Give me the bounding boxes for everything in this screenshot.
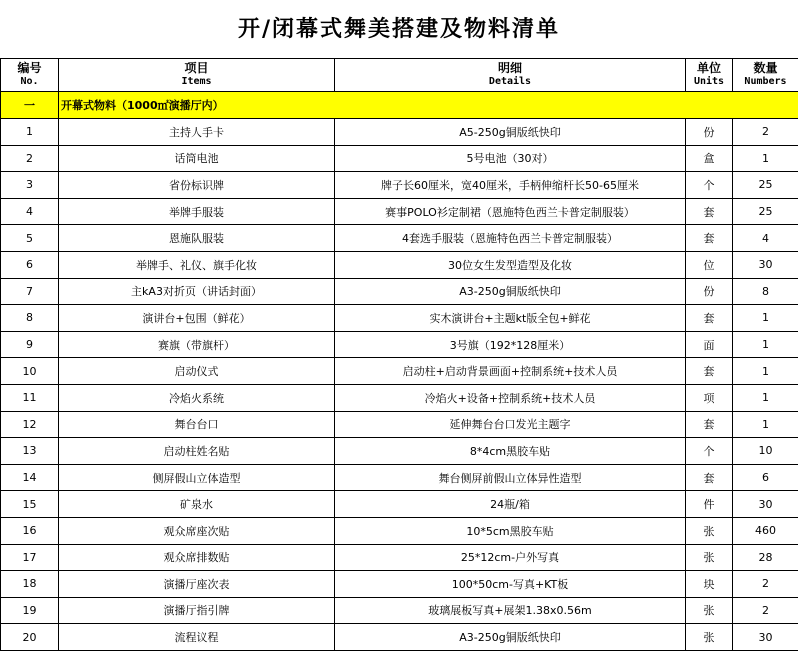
cell-detail: A5-250g铜版纸快印 — [335, 119, 686, 146]
table-row — [1, 384, 798, 411]
cell-unit: 张 — [686, 624, 733, 651]
table-row — [1, 198, 798, 225]
cell-unit: 套 — [686, 411, 733, 438]
materials-table — [0, 58, 798, 651]
cell-unit: 套 — [686, 198, 733, 225]
cell-item: 恩施队服装 — [59, 225, 335, 252]
table-row — [1, 145, 798, 172]
cell-no: 6 — [1, 251, 59, 278]
cell-item: 演播厅指引牌 — [59, 597, 335, 624]
cell-no: 4 — [1, 198, 59, 225]
cell-no: 17 — [1, 544, 59, 571]
cell-detail: 3号旗（192*128厘米） — [335, 331, 686, 358]
cell-item: 演讲台+包围（鲜花） — [59, 305, 335, 332]
cell-unit: 套 — [686, 464, 733, 491]
cell-qty: 1 — [733, 384, 798, 411]
cell-item: 省份标识牌 — [59, 172, 335, 199]
cell-unit: 份 — [686, 119, 733, 146]
section-row — [1, 92, 798, 119]
cell-qty: 30 — [733, 491, 798, 518]
table-row — [1, 358, 798, 385]
table-row — [1, 172, 798, 199]
cell-detail: 玻璃展板写真+展架1.38x0.56m — [335, 597, 686, 624]
table-row — [1, 464, 798, 491]
cell-no: 10 — [1, 358, 59, 385]
section-index: 一 — [1, 92, 59, 119]
cell-qty: 10 — [733, 438, 798, 465]
cell-item: 举牌手服装 — [59, 198, 335, 225]
cell-unit: 套 — [686, 225, 733, 252]
cell-unit: 套 — [686, 358, 733, 385]
cell-detail: A3-250g铜版纸快印 — [335, 624, 686, 651]
cell-qty: 4 — [733, 225, 798, 252]
cell-unit: 张 — [686, 544, 733, 571]
cell-item: 观众席排数贴 — [59, 544, 335, 571]
cell-qty: 30 — [733, 624, 798, 651]
cell-unit: 张 — [686, 597, 733, 624]
cell-unit: 个 — [686, 172, 733, 199]
cell-detail: 10*5cm黑胶车贴 — [335, 517, 686, 544]
table-row — [1, 517, 798, 544]
cell-no: 11 — [1, 384, 59, 411]
cell-qty: 28 — [733, 544, 798, 571]
header-items: 项目 Items — [59, 59, 335, 92]
header-units: 单位 Units — [686, 59, 733, 92]
table-row — [1, 305, 798, 332]
cell-no: 3 — [1, 172, 59, 199]
cell-item: 举牌手、礼仪、旗手化妆 — [59, 251, 335, 278]
cell-qty: 2 — [733, 119, 798, 146]
cell-no: 7 — [1, 278, 59, 305]
cell-item: 矿泉水 — [59, 491, 335, 518]
table-row — [1, 544, 798, 571]
header-details: 明细 Details — [335, 59, 686, 92]
cell-no: 20 — [1, 624, 59, 651]
header-numbers: 数量 Numbers — [733, 59, 798, 92]
cell-qty: 1 — [733, 305, 798, 332]
cell-no: 13 — [1, 438, 59, 465]
cell-unit: 盒 — [686, 145, 733, 172]
cell-item: 话筒电池 — [59, 145, 335, 172]
cell-no: 1 — [1, 119, 59, 146]
cell-unit: 面 — [686, 331, 733, 358]
cell-detail: 30位女生发型造型及化妆 — [335, 251, 686, 278]
cell-detail: A3-250g铜版纸快印 — [335, 278, 686, 305]
cell-qty: 1 — [733, 331, 798, 358]
cell-no: 16 — [1, 517, 59, 544]
cell-detail: 冷焰火+设备+控制系统+技术人员 — [335, 384, 686, 411]
cell-item: 主kA3对折页（讲话封面） — [59, 278, 335, 305]
cell-no: 12 — [1, 411, 59, 438]
cell-qty: 6 — [733, 464, 798, 491]
cell-detail: 5号电池（30对） — [335, 145, 686, 172]
section-title: 开幕式物料（1000㎡演播厅内） — [59, 92, 798, 119]
cell-detail: 25*12cm-户外写真 — [335, 544, 686, 571]
cell-qty: 460 — [733, 517, 798, 544]
cell-qty: 2 — [733, 597, 798, 624]
table-row — [1, 624, 798, 651]
table-row — [1, 491, 798, 518]
table-row — [1, 411, 798, 438]
header-no: 编号 No. — [1, 59, 59, 92]
cell-no: 19 — [1, 597, 59, 624]
table-row — [1, 438, 798, 465]
cell-no: 8 — [1, 305, 59, 332]
cell-item: 主持人手卡 — [59, 119, 335, 146]
cell-no: 15 — [1, 491, 59, 518]
cell-detail: 8*4cm黑胶车贴 — [335, 438, 686, 465]
cell-unit: 块 — [686, 571, 733, 598]
cell-unit: 张 — [686, 517, 733, 544]
cell-unit: 份 — [686, 278, 733, 305]
cell-detail: 启动柱+启动背景画面+控制系统+技术人员 — [335, 358, 686, 385]
cell-qty: 1 — [733, 145, 798, 172]
cell-detail: 舞台侧屏前假山立体异性造型 — [335, 464, 686, 491]
cell-no: 14 — [1, 464, 59, 491]
cell-item: 演播厅座次表 — [59, 571, 335, 598]
cell-detail: 100*50cm-写真+KT板 — [335, 571, 686, 598]
cell-qty: 30 — [733, 251, 798, 278]
table-row — [1, 571, 798, 598]
table-header-row — [1, 59, 798, 92]
cell-unit: 套 — [686, 305, 733, 332]
cell-unit: 件 — [686, 491, 733, 518]
cell-item: 启动柱姓名贴 — [59, 438, 335, 465]
cell-unit: 项 — [686, 384, 733, 411]
cell-qty: 8 — [733, 278, 798, 305]
cell-item: 冷焰火系统 — [59, 384, 335, 411]
cell-detail: 4套选手服装（恩施特色西兰卡普定制服装） — [335, 225, 686, 252]
cell-qty: 25 — [733, 172, 798, 199]
table-row — [1, 278, 798, 305]
cell-detail: 赛事POLO衫定制裙（恩施特色西兰卡普定制服装） — [335, 198, 686, 225]
cell-item: 侧屏假山立体造型 — [59, 464, 335, 491]
cell-detail: 实木演讲台+主题kt版全包+鲜花 — [335, 305, 686, 332]
cell-item: 启动仪式 — [59, 358, 335, 385]
table-row — [1, 331, 798, 358]
cell-qty: 1 — [733, 358, 798, 385]
cell-no: 2 — [1, 145, 59, 172]
cell-detail: 24瓶/箱 — [335, 491, 686, 518]
cell-detail: 延伸舞台台口发光主题字 — [335, 411, 686, 438]
cell-unit: 个 — [686, 438, 733, 465]
page-title: 开/闭幕式舞美搭建及物料清单 — [237, 16, 561, 42]
cell-no: 5 — [1, 225, 59, 252]
cell-item: 赛旗（带旗杆） — [59, 331, 335, 358]
cell-item: 流程议程 — [59, 624, 335, 651]
table-row — [1, 597, 798, 624]
table-row — [1, 225, 798, 252]
cell-qty: 25 — [733, 198, 798, 225]
cell-detail: 牌子长60厘米，宽40厘米，手柄伸缩杆长50-65厘米 — [335, 172, 686, 199]
cell-item: 观众席座次贴 — [59, 517, 335, 544]
cell-unit: 位 — [686, 251, 733, 278]
table-row — [1, 119, 798, 146]
cell-no: 9 — [1, 331, 59, 358]
cell-item: 舞台台口 — [59, 411, 335, 438]
cell-qty: 1 — [733, 411, 798, 438]
cell-no: 18 — [1, 571, 59, 598]
table-row — [1, 251, 798, 278]
cell-qty: 2 — [733, 571, 798, 598]
